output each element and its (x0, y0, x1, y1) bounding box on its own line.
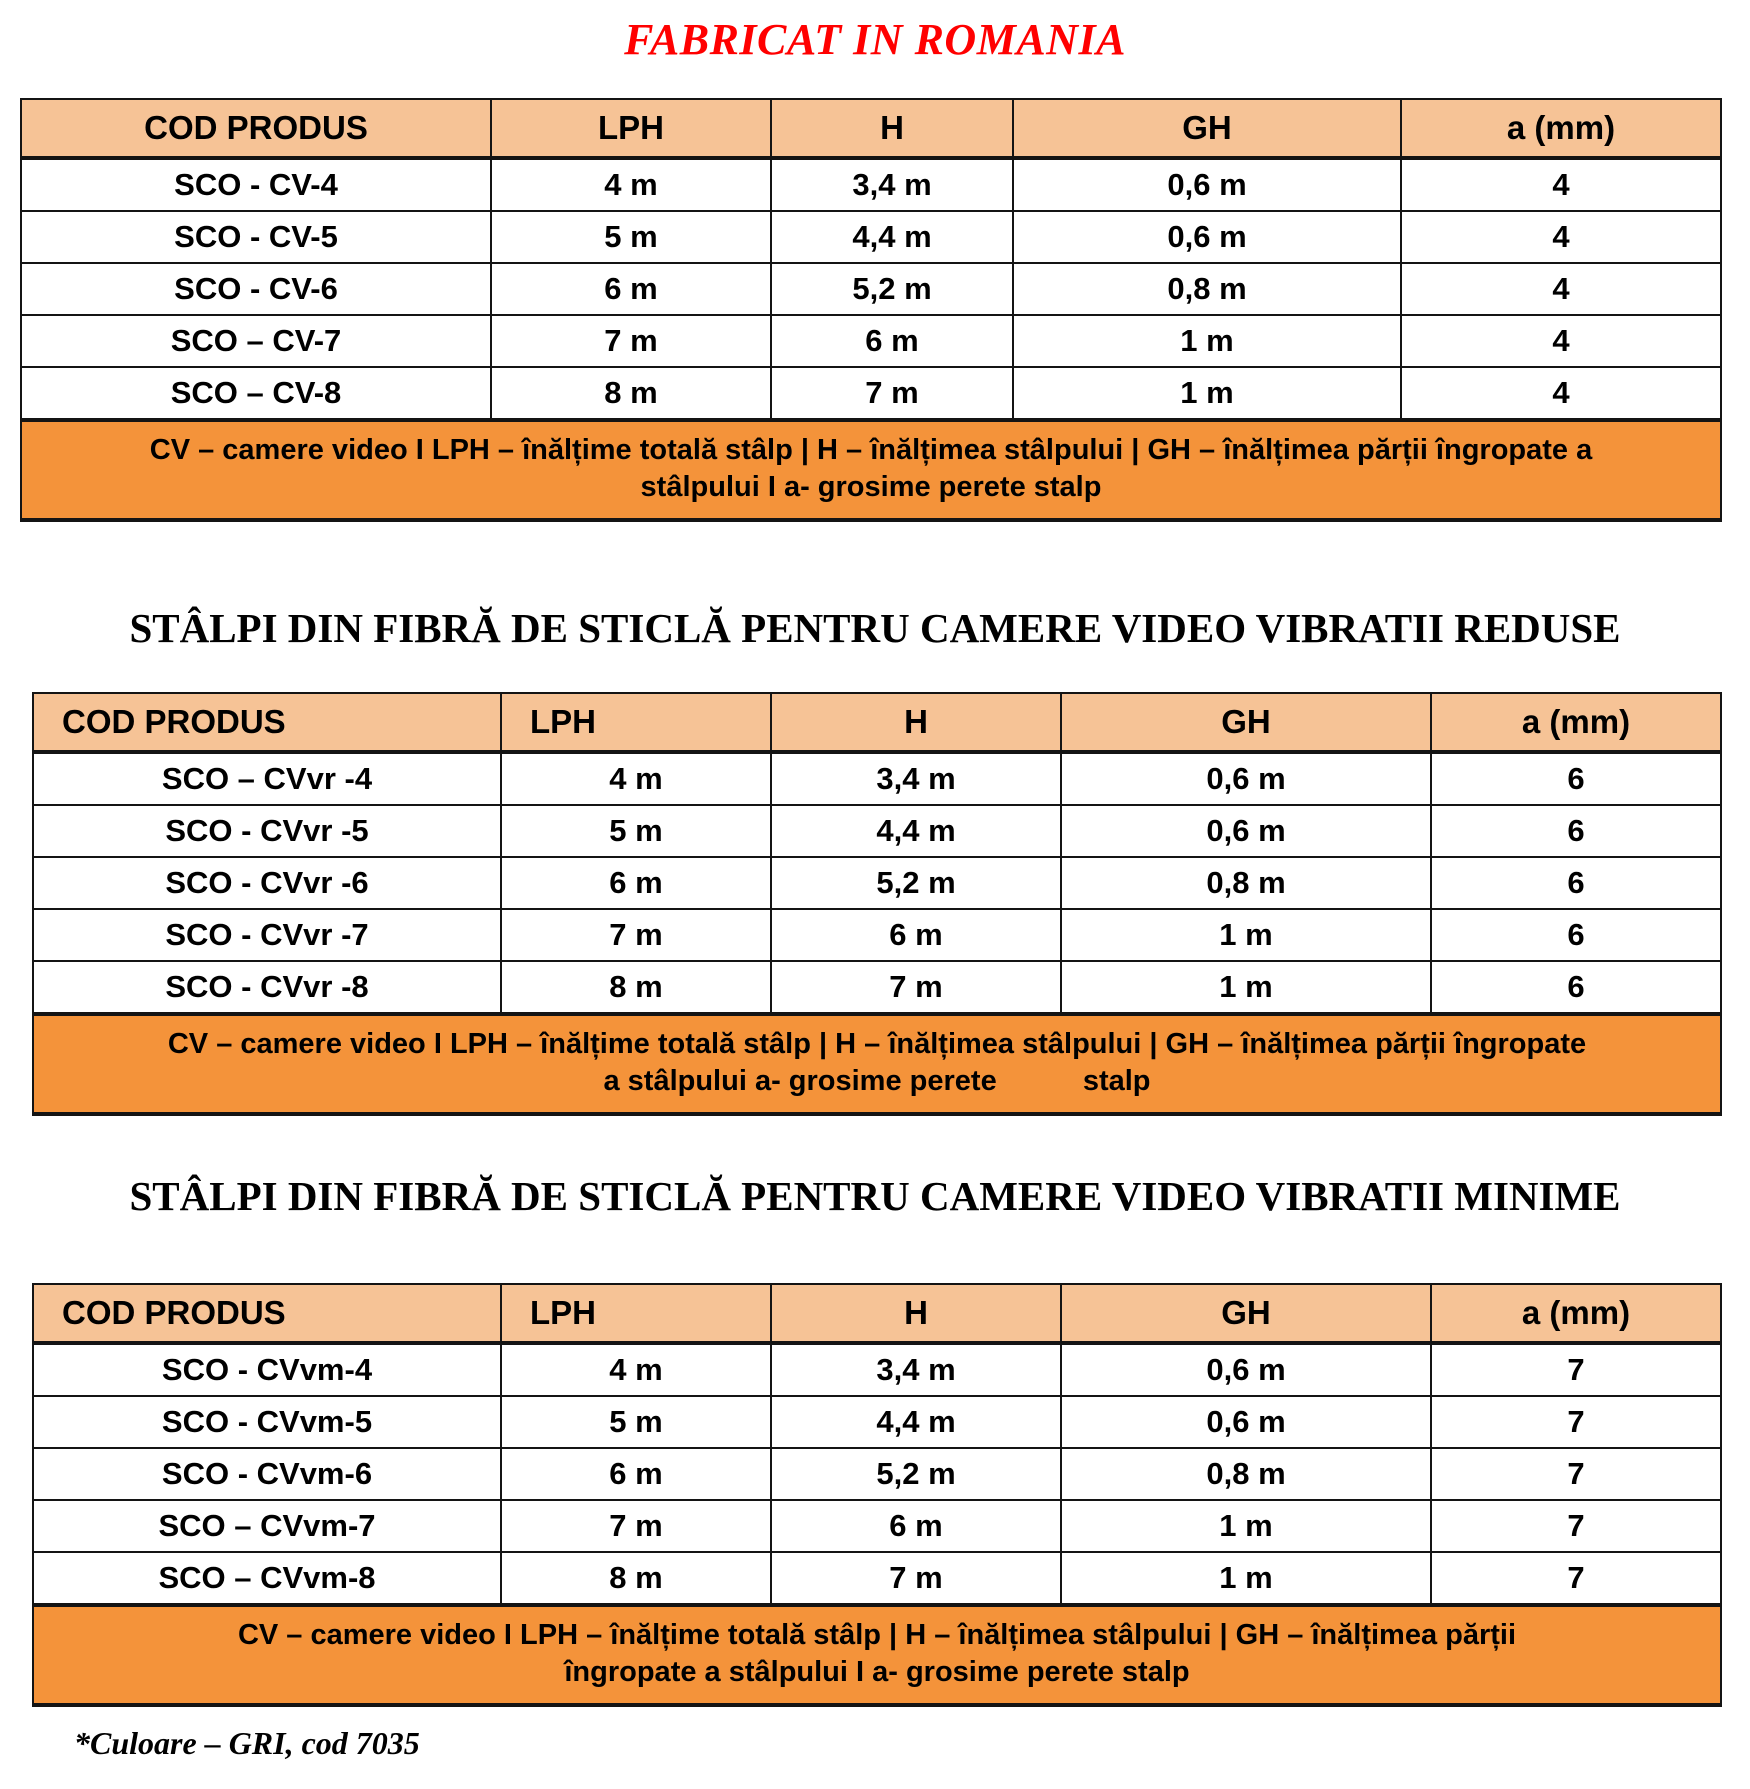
cell-gh: 1 m (1013, 367, 1401, 420)
table-row (33, 961, 1721, 1014)
cell-a: 6 (1431, 805, 1721, 857)
cell-h: 6 m (771, 1500, 1061, 1552)
cell-product-code: SCO - CV-6 (21, 263, 491, 315)
table-row (33, 752, 1721, 805)
cell-a: 7 (1431, 1343, 1721, 1396)
legend-line: îngropate a stâlpului I a- grosime perete stalp (564, 1656, 1190, 1689)
cell-product-code: SCO - CVvr -8 (33, 961, 501, 1014)
cell-h: 4,4 m (771, 805, 1061, 857)
bottom-note-wrap (74, 1727, 420, 1759)
cell-gh: 0,6 m (1061, 752, 1431, 805)
legend-line: CV – camere video I LPH – înălțime totală stâlp | H – înălțimea stâlpului | GH – înălțimea părții îngropate (167, 1028, 1587, 1060)
cell-gh: 0,8 m (1061, 857, 1431, 909)
table-row (33, 857, 1721, 909)
column-header-lph: LPH (491, 99, 771, 158)
cell-gh: 1 m (1061, 961, 1431, 1014)
cell-lph: 6 m (501, 1448, 771, 1500)
table-row (33, 1552, 1721, 1605)
table-row (33, 909, 1721, 961)
cell-lph: 7 m (501, 909, 771, 961)
column-header-gh: GH (1013, 99, 1401, 158)
legend-line: CV – camere video I LPH – înălțime totală stâlp | H – înălțimea stâlpului | GH – înălțimea părții (237, 1619, 1517, 1651)
cell-lph: 5 m (501, 805, 771, 857)
cell-gh: 0,6 m (1061, 1343, 1431, 1396)
cell-h: 3,4 m (771, 158, 1013, 211)
cell-lph: 6 m (491, 263, 771, 315)
cell-h: 3,4 m (771, 1343, 1061, 1396)
cell-h: 3,4 m (771, 752, 1061, 805)
column-header-lph: LPH (501, 693, 771, 752)
cell-a: 4 (1401, 315, 1721, 367)
column-header-h: H (771, 1284, 1061, 1343)
table-row (21, 211, 1721, 263)
cell-gh: 0,6 m (1061, 805, 1431, 857)
table-row (33, 1343, 1721, 1396)
table-header-row (21, 99, 1721, 158)
cell-a: 6 (1431, 909, 1721, 961)
cell-gh: 0,6 m (1013, 158, 1401, 211)
cell-gh: 1 m (1061, 1552, 1431, 1605)
cell-lph: 8 m (501, 1552, 771, 1605)
cell-h: 4,4 m (771, 211, 1013, 263)
cell-product-code: SCO - CVvr -6 (33, 857, 501, 909)
cell-a: 4 (1401, 211, 1721, 263)
cell-gh: 0,6 m (1061, 1396, 1431, 1448)
legend-cell (21, 420, 1721, 520)
table-row (33, 1500, 1721, 1552)
table-row (33, 1396, 1721, 1448)
table-row (33, 805, 1721, 857)
cell-product-code: SCO - CV-4 (21, 158, 491, 211)
cell-h: 6 m (771, 315, 1013, 367)
cell-product-code: SCO – CV-8 (21, 367, 491, 420)
section-heading-cvvm: STÂLPI DIN FIBRĂ DE STICLĂ PENTRU CAMERE VIDEO VIBRATII MINIME (129, 1173, 1621, 1219)
column-header-cod-produs: COD PRODUS (33, 1284, 501, 1343)
cell-product-code: SCO – CVvm-7 (33, 1500, 501, 1552)
cell-h: 7 m (771, 961, 1061, 1014)
cell-gh: 0,6 m (1013, 211, 1401, 263)
table-row (21, 315, 1721, 367)
column-header-cod-produs: COD PRODUS (33, 693, 501, 752)
page-title: FABRICAT IN ROMANIA (624, 15, 1126, 64)
legend-line: CV – camere video I LPH – înălțime totală stâlp | H – înălțimea stâlpului | GH – înălțimea părții îngropate a (149, 434, 1593, 466)
cell-a: 7 (1431, 1500, 1721, 1552)
color-footnote: *Culoare – GRI, cod 7035 (74, 1725, 420, 1761)
table-row (21, 367, 1721, 420)
cell-lph: 5 m (491, 211, 771, 263)
table-legend-row (21, 420, 1721, 520)
cell-h: 7 m (771, 1552, 1061, 1605)
cell-a: 7 (1431, 1448, 1721, 1500)
column-header-lph: LPH (501, 1284, 771, 1343)
cell-a: 6 (1431, 961, 1721, 1014)
cell-product-code: SCO - CVvm-4 (33, 1343, 501, 1396)
cell-lph: 4 m (501, 1343, 771, 1396)
legend-line: stalp (1082, 1065, 1151, 1098)
cell-h: 5,2 m (771, 263, 1013, 315)
column-header-cod-produs: COD PRODUS (21, 99, 491, 158)
table-header-row (33, 1284, 1721, 1343)
column-header-gh: GH (1061, 693, 1431, 752)
column-header-a-mm: a (mm) (1431, 693, 1721, 752)
table-row (21, 158, 1721, 211)
legend-line: stâlpului I a- grosime perete stalp (640, 471, 1102, 504)
cell-a: 6 (1431, 857, 1721, 909)
cell-a: 7 (1431, 1552, 1721, 1605)
cell-h: 6 m (771, 909, 1061, 961)
cell-lph: 4 m (501, 752, 771, 805)
cell-a: 6 (1431, 752, 1721, 805)
spec-table-cv (20, 98, 1722, 522)
cell-product-code: SCO – CVvr -4 (33, 752, 501, 805)
cell-gh: 0,8 m (1061, 1448, 1431, 1500)
cell-gh: 1 m (1061, 1500, 1431, 1552)
section-heading-cvvm-wrap (0, 1173, 1750, 1219)
cell-lph: 6 m (501, 857, 771, 909)
table-row (33, 1448, 1721, 1500)
cell-product-code: SCO - CVvr -5 (33, 805, 501, 857)
cell-a: 7 (1431, 1396, 1721, 1448)
column-header-a-mm: a (mm) (1431, 1284, 1721, 1343)
table-section-cvvr (32, 692, 1720, 1116)
cell-gh: 1 m (1013, 315, 1401, 367)
cell-lph: 5 m (501, 1396, 771, 1448)
column-header-gh: GH (1061, 1284, 1431, 1343)
cell-product-code: SCO – CVvm-8 (33, 1552, 501, 1605)
table-legend-row (33, 1014, 1721, 1114)
section-heading-cvvr-wrap (0, 605, 1750, 651)
table-section-cv (20, 98, 1720, 522)
cell-h: 7 m (771, 367, 1013, 420)
cell-product-code: SCO - CVvm-6 (33, 1448, 501, 1500)
cell-lph: 7 m (501, 1500, 771, 1552)
spec-table-cvvm (32, 1283, 1722, 1707)
column-header-h: H (771, 99, 1013, 158)
column-header-h: H (771, 693, 1061, 752)
cell-a: 4 (1401, 158, 1721, 211)
legend-line: a stâlpului a- grosime perete (603, 1065, 997, 1098)
cell-lph: 8 m (491, 367, 771, 420)
cell-gh: 0,8 m (1013, 263, 1401, 315)
cell-product-code: SCO – CV-7 (21, 315, 491, 367)
table-legend-row (33, 1605, 1721, 1705)
cell-h: 4,4 m (771, 1396, 1061, 1448)
table-header-row (33, 693, 1721, 752)
legend-cell (33, 1014, 1721, 1114)
cell-h: 5,2 m (771, 1448, 1061, 1500)
table-section-cvvm (32, 1283, 1720, 1707)
legend-cell (33, 1605, 1721, 1705)
cell-product-code: SCO - CVvm-5 (33, 1396, 501, 1448)
cell-h: 5,2 m (771, 857, 1061, 909)
cell-product-code: SCO - CV-5 (21, 211, 491, 263)
column-header-a-mm: a (mm) (1401, 99, 1721, 158)
section-heading-cvvr: STÂLPI DIN FIBRĂ DE STICLĂ PENTRU CAMERE VIDEO VIBRATII REDUSE (129, 605, 1621, 651)
cell-lph: 4 m (491, 158, 771, 211)
cell-lph: 7 m (491, 315, 771, 367)
cell-gh: 1 m (1061, 909, 1431, 961)
legend-line-split (48, 1063, 1706, 1100)
cell-lph: 8 m (501, 961, 771, 1014)
cell-a: 4 (1401, 263, 1721, 315)
table-row (21, 263, 1721, 315)
cell-a: 4 (1401, 367, 1721, 420)
cell-product-code: SCO - CVvr -7 (33, 909, 501, 961)
spec-table-cvvr (32, 692, 1722, 1116)
